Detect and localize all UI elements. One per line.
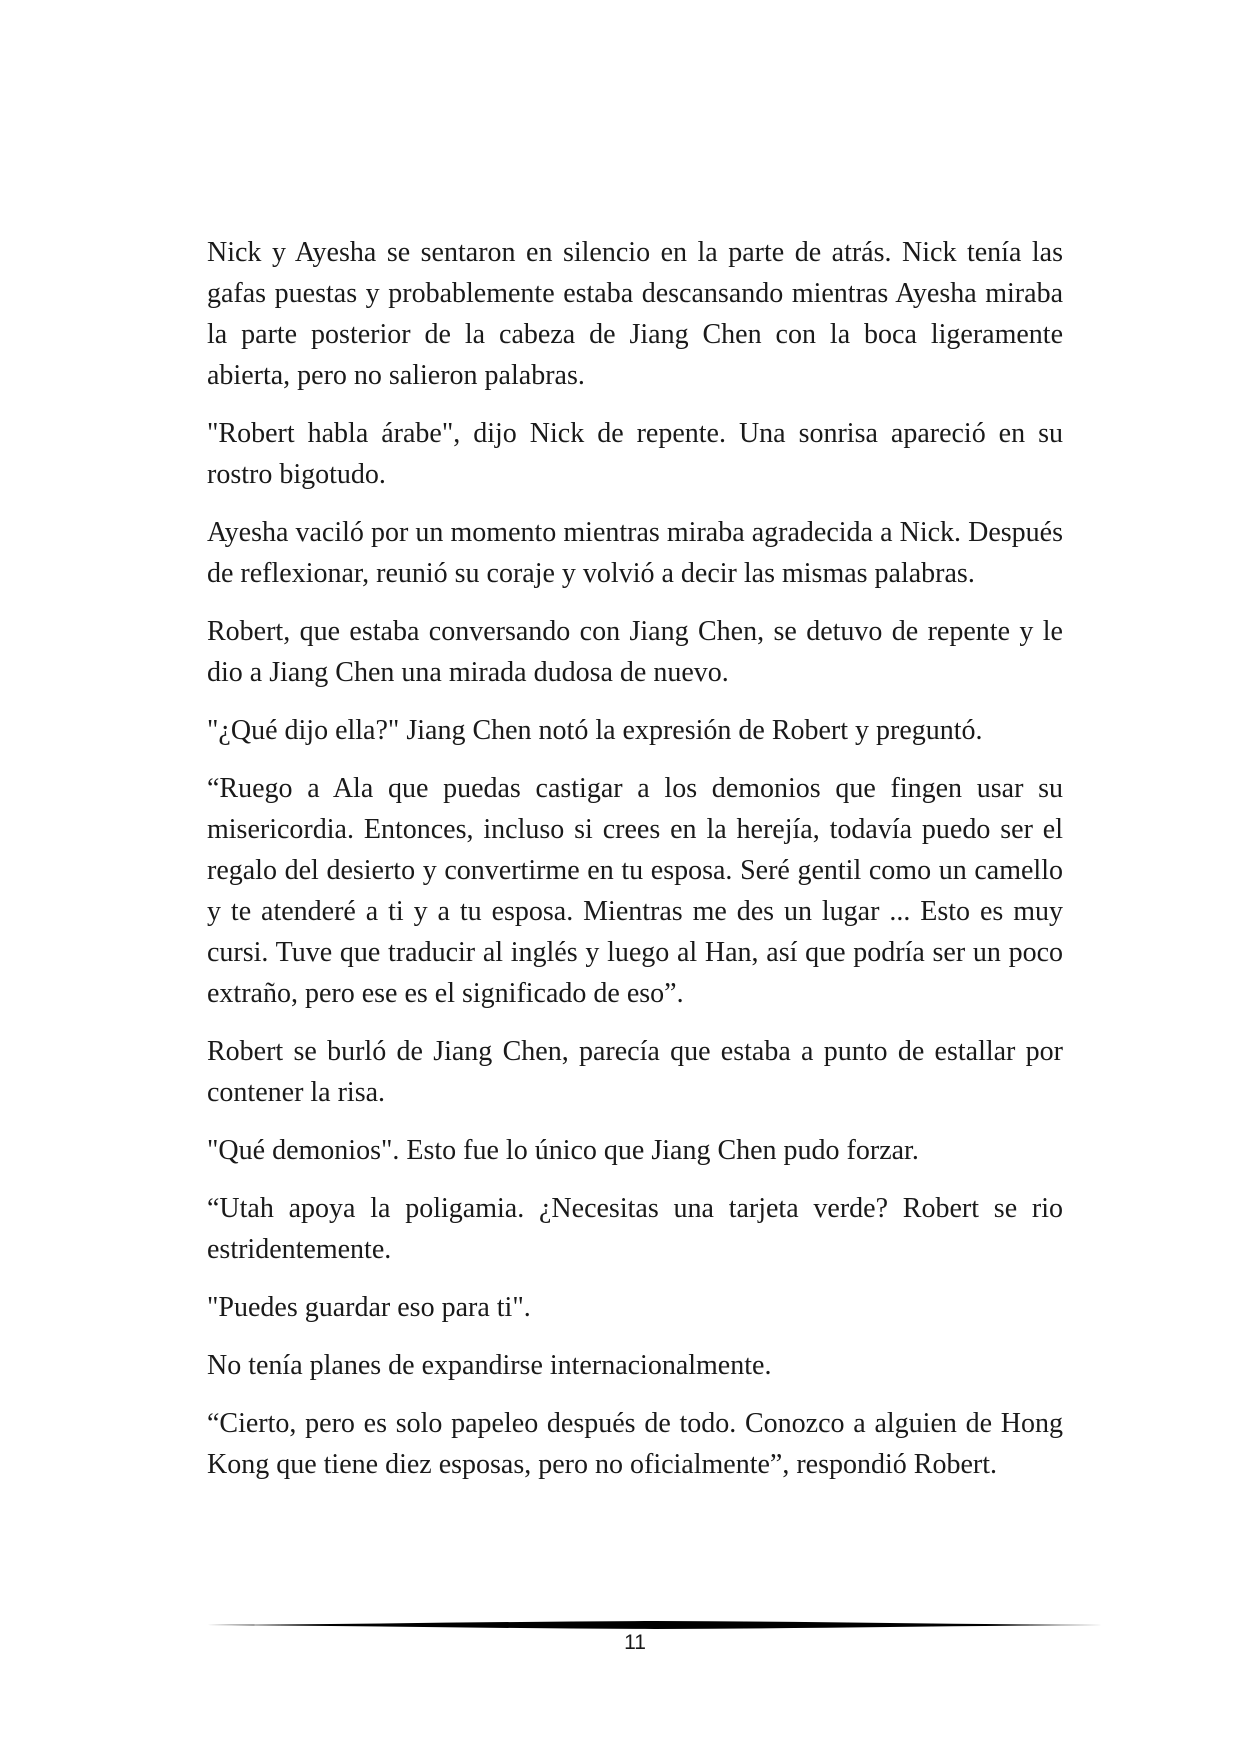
paragraph: Robert se burló de Jiang Chen, parecía que estaba a punto de estallar por contener la risa. [207, 1036, 1063, 1108]
body-text [207, 232, 1063, 1502]
paragraph: “Cierto, pero es solo papeleo después de todo. Conozco a alguien de Hong Kong que tiene diez esposas, pero no oficialmente”, respondió Robert. [207, 1408, 1063, 1480]
paragraph: Nick y Ayesha se sentaron en silencio en la parte de atrás. Nick tenía las gafas puestas y probablemente estaba descansando mientras Ayesha miraba la parte posterior de la cabeza de Jiang Chen con la boca ligeramente abierta, pero no salieron palabras. [207, 237, 1063, 391]
paragraph: Ayesha vaciló por un momento mientras miraba agradecida a Nick. Después de reflexionar, reunió su coraje y volvió a decir las mismas palabras. [207, 517, 1063, 589]
paragraph: Robert, que estaba conversando con Jiang Chen, se detuvo de repente y le dio a Jiang Chen una mirada dudosa de nuevo. [207, 616, 1063, 688]
paragraph: “Ruego a Ala que puedas castigar a los demonios que fingen usar su misericordia. Entonces, incluso si crees en la herejía, todavía puedo ser el regalo del desierto y convertirme en tu esposa. Seré gentil como un camello y te atenderé a ti y a tu esposa. Mientras me des un lugar ... Esto es muy cursi. Tuve que traducir al inglés y luego al Han, así que podría ser un poco extraño, pero ese es el significado de eso”. [207, 773, 1063, 1009]
paragraph: “Utah apoya la poligamia. ¿Necesitas una tarjeta verde? Robert se rio estridentemente. [207, 1193, 1063, 1265]
paragraph: "Qué demonios". Esto fue lo único que Jiang Chen pudo forzar. [207, 1135, 919, 1166]
footer-divider [207, 1620, 1103, 1630]
paragraph: "¿Qué dijo ella?" Jiang Chen notó la expresión de Robert y preguntó. [207, 715, 983, 746]
footer-divider-stroke [207, 1621, 1103, 1629]
paragraph: No tenía planes de expandirse internacionalmente. [207, 1350, 772, 1381]
page-number: 11 [624, 1631, 646, 1654]
paragraph: "Puedes guardar eso para ti". [207, 1292, 531, 1323]
paragraph: "Robert habla árabe", dijo Nick de repente. Una sonrisa apareció en su rostro bigotudo. [207, 418, 1063, 490]
